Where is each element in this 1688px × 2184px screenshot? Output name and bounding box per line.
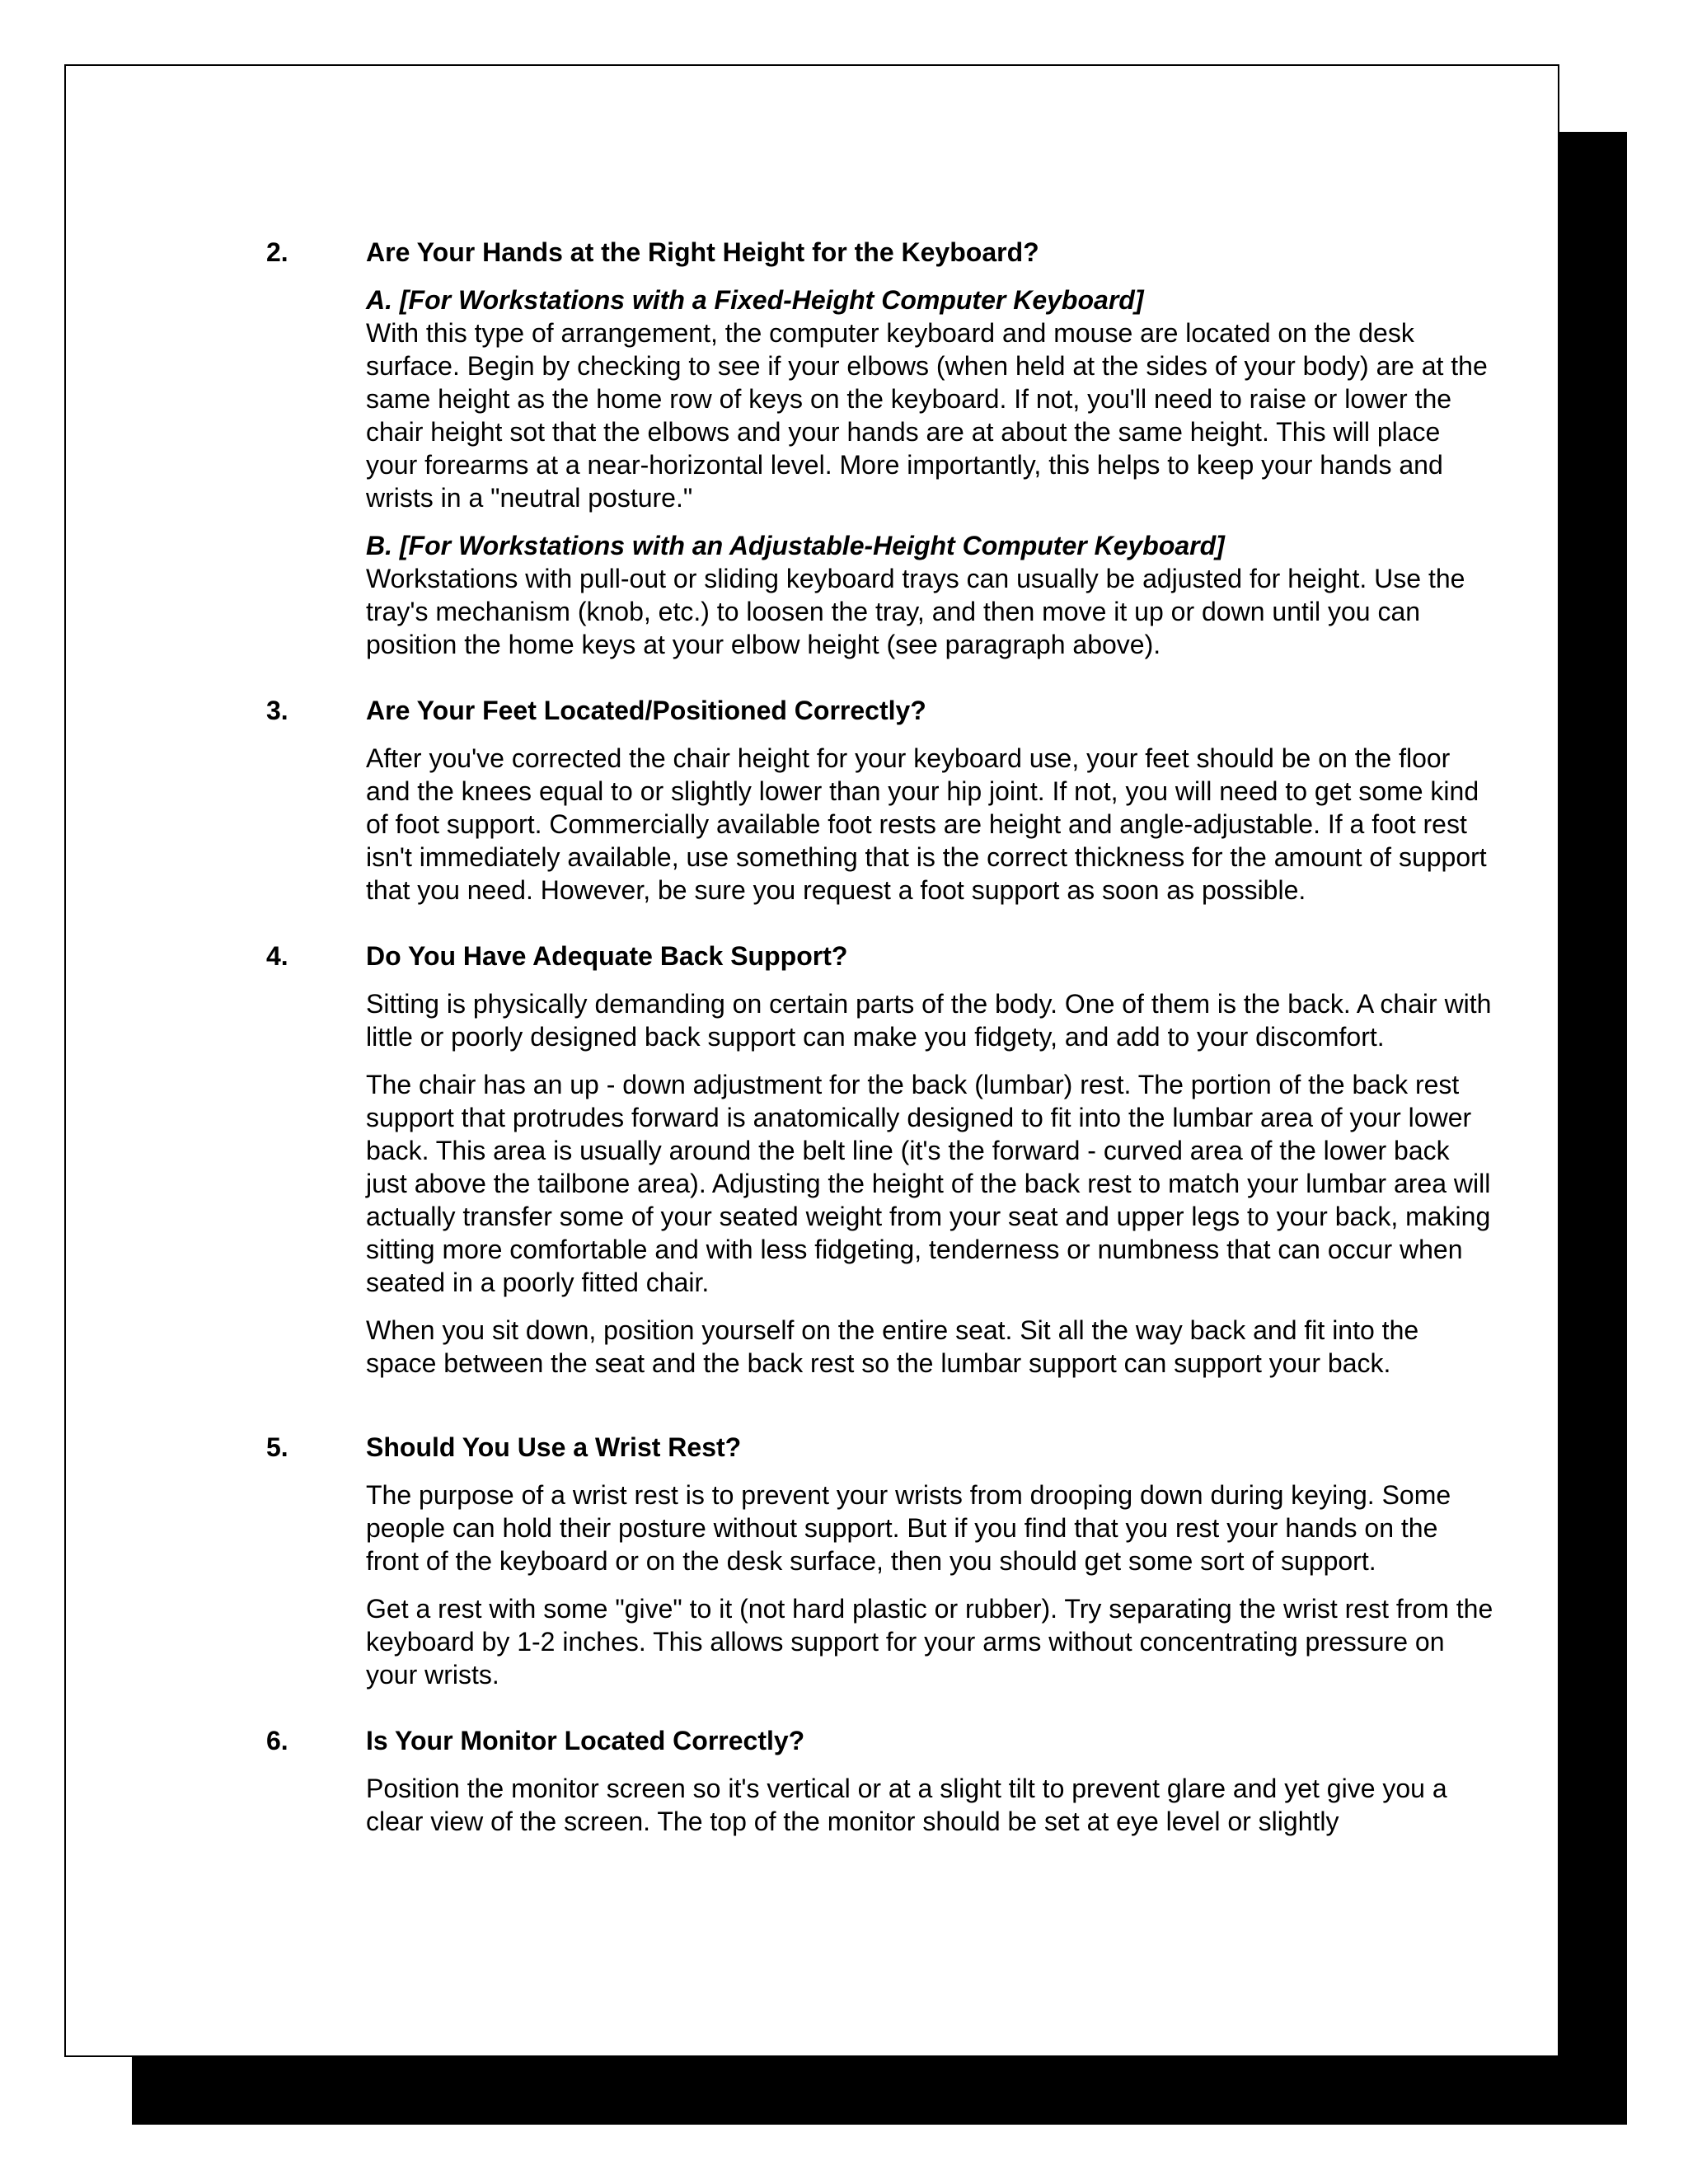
section-title: Is Your Monitor Located Correctly? (366, 1726, 805, 1755)
section-4 (201, 940, 1503, 1380)
section-number: 2. (266, 237, 288, 267)
paragraph: With this type of arrangement, the computer keyboard and mouse are located on the desk surface. Begin by checking to see if your elbows (when held at the sides of your body) are at the same height as the home row of keys on the keyboard. If not, you'll need to raise or lower the chair height sot that the elbows and your hands are at about the same height. This will place your forearms at a near-horizontal level. More importantly, this helps to keep your hands and wrists in a "neutral posture." (366, 318, 1488, 513)
section-title: Are Your Feet Located/Positioned Correctly? (366, 696, 926, 725)
subsection-heading: B. [For Workstations with an Adjustable-Height Computer Keyboard] (366, 531, 1225, 560)
section-number: 6. (266, 1726, 288, 1755)
paragraph: The chair has an up - down adjustment for the back (lumbar) rest. The portion of the back rest support that protrudes forward is anatomically designed to fit into the lumbar area of your lower back. This area is usually around the belt line (it's the forward - curved area of the lower back just above the tailbone area). Adjusting the height of the back rest to match your lumbar area will actually transfer some of your seated weight from your seat and upper legs to your back, making sitting more comfortable and with less fidgeting, tenderness or numbness that can occur when seated in a poorly fitted chair. (366, 1070, 1491, 1297)
section-title: Are Your Hands at the Right Height for the Keyboard? (366, 237, 1039, 267)
document-content (201, 236, 1503, 1871)
paragraph: After you've corrected the chair height for your keyboard use, your feet should be on the floor and the knees equal to or slightly lower than your hip joint. If not, you will need to get some kind of foot support. Commercially available foot rests are height and angle-adjustable. If a foot rest isn't immediately available, use something that is the correct thickness for the amount of support that you need. However, be sure you request a foot support as soon as possible. (366, 743, 1487, 905)
section-2 (201, 236, 1503, 661)
paragraph: Get a rest with some "give" to it (not hard plastic or rubber). Try separating the wrist rest from the keyboard by 1-2 inches. This allows support for your arms without concentrating pressure on your wrists. (366, 1594, 1493, 1690)
paragraph: When you sit down, position yourself on the entire seat. Sit all the way back and fit into the space between the seat and the back rest so the lumbar support can support your back. (366, 1315, 1419, 1378)
section-6 (201, 1724, 1503, 1838)
section-title: Do You Have Adequate Back Support? (366, 941, 848, 971)
section-number: 3. (266, 696, 288, 725)
section-3 (201, 694, 1503, 907)
subsection-heading: A. [For Workstations with a Fixed-Height Computer Keyboard] (366, 285, 1144, 315)
paragraph: Position the monitor screen so it's vertical or at a slight tilt to prevent glare and yet give you a clear view of the screen. The top of the monitor should be set at eye level or slightly (366, 1774, 1447, 1836)
paragraph: Sitting is physically demanding on certain parts of the body. One of them is the back. A chair with little or poorly designed back support can make you fidgety, and add to your discomfort. (366, 989, 1492, 1052)
section-number: 5. (266, 1432, 288, 1462)
section-number: 4. (266, 941, 288, 971)
section-5 (201, 1431, 1503, 1691)
section-title: Should You Use a Wrist Rest? (366, 1432, 742, 1462)
document-page (64, 64, 1559, 2057)
paragraph: Workstations with pull-out or sliding keyboard trays can usually be adjusted for height. Use the tray's mechanism (knob, etc.) to loosen the tray, and then move it up or down until you can position the home keys at your elbow height (see paragraph above). (366, 564, 1465, 659)
paragraph: The purpose of a wrist rest is to prevent your wrists from drooping down during keying. Some people can hold their posture without support. But if you find that you rest your hands on the front of the keyboard or on the desk surface, then you should get some sort of support. (366, 1480, 1451, 1576)
